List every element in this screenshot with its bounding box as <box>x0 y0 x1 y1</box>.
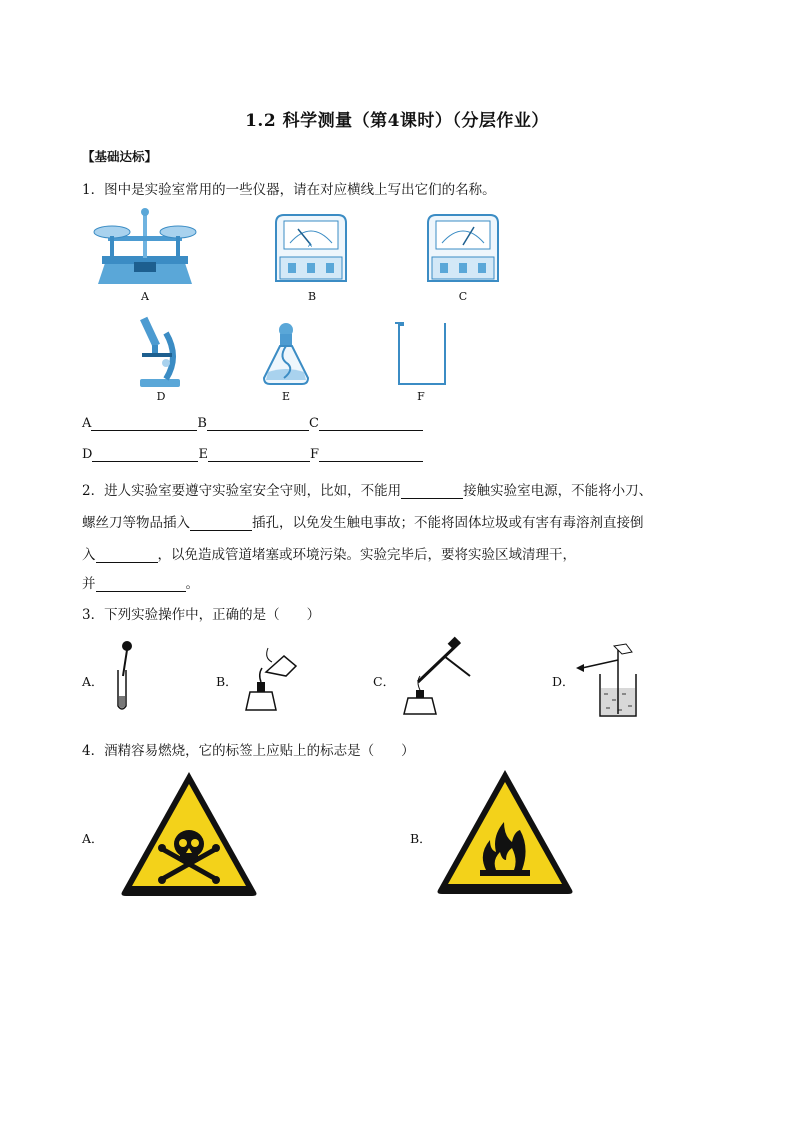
question-2-line-2 <box>82 511 644 531</box>
question-3-text: 3．下列实验操作中，正确的是（ ） <box>82 607 321 623</box>
label-b: B <box>197 416 207 431</box>
caption-f: F <box>417 390 425 403</box>
label-d: D <box>82 447 93 462</box>
ammeter-letter: A <box>308 242 313 249</box>
question-1-text: 1．图中是实验室常用的一些仪器，请在对应横线上写出它们的名称。 <box>82 182 496 198</box>
blank-b[interactable] <box>207 416 309 431</box>
flammable-warning-sign-icon <box>434 766 576 896</box>
page-title: 1.2 科学测量（第4课时）（分层作业） <box>245 111 549 131</box>
q4-option-a-label[interactable]: A． <box>82 831 104 846</box>
blank-c[interactable] <box>319 416 423 431</box>
q2-text-4b: 。 <box>185 576 199 592</box>
microscope-image <box>136 313 186 389</box>
label-a: A <box>82 416 92 431</box>
q2-blank-2[interactable] <box>190 516 252 531</box>
q2-text-3b: ，以免造成管道堵塞或环境污染。实验完毕后，要将实验区域清理干， <box>157 547 576 563</box>
label-f: F <box>309 447 319 462</box>
q2-text-1a: 2．进人实验室要遵守实验室安全守则，比如，不能用 <box>82 483 402 499</box>
q2-text-4a: 并 <box>82 576 96 592</box>
q3-option-d-label[interactable]: D． <box>552 674 575 689</box>
q2-text-2b: 插孔，以免发生触电事故；不能将固体垃圾或有害有毒溶剂直接倒 <box>252 515 644 531</box>
toxic-warning-sign-icon <box>118 768 260 898</box>
section-heading: 【基础达标】 <box>82 149 158 164</box>
caption-d: D <box>156 390 166 403</box>
label-c: C <box>308 416 319 431</box>
q2-blank-4[interactable] <box>96 577 186 592</box>
question-2-line-3 <box>82 543 576 563</box>
q2-text-3a: 入 <box>82 547 96 563</box>
q2-text-2a: 螺丝刀等物品插入 <box>82 515 190 531</box>
ammeter-image <box>272 213 350 283</box>
answer-row-1 <box>82 416 423 431</box>
label-e: E <box>198 447 208 462</box>
blank-d[interactable] <box>92 447 198 462</box>
question-2-line-1 <box>82 479 652 499</box>
caption-c: C <box>458 290 468 303</box>
q3-option-c-label[interactable]: C． <box>373 674 396 689</box>
heating-tube-image <box>398 636 476 716</box>
caption-b: B <box>307 290 317 303</box>
dropper-into-tube-image <box>110 640 140 712</box>
q2-text-1b: 接触实验室电源，不能将小刀、 <box>463 483 653 499</box>
blank-f[interactable] <box>319 447 423 462</box>
answer-row-2 <box>82 447 423 462</box>
lamp-lighting-lamp-image <box>236 642 300 712</box>
q3-option-a-label[interactable]: A． <box>82 674 104 689</box>
blank-a[interactable] <box>91 416 197 431</box>
beaker-image <box>393 320 453 388</box>
question-4-text: 4．酒精容易燃烧，它的标签上应贴上的标志是（ ） <box>82 743 415 759</box>
stirring-beaker-image <box>574 642 644 718</box>
blank-e[interactable] <box>208 447 310 462</box>
q4-option-b-label[interactable]: B． <box>410 831 432 846</box>
q2-blank-1[interactable] <box>401 484 463 499</box>
q2-blank-3[interactable] <box>96 548 158 563</box>
question-2-line-4 <box>82 572 199 592</box>
voltmeter-image <box>424 213 502 283</box>
caption-a: A <box>141 290 149 303</box>
balance-scale-image <box>90 206 200 286</box>
alcohol-lamp-image <box>258 322 314 388</box>
caption-e: E <box>281 390 291 403</box>
q3-option-b-label[interactable]: B． <box>216 674 238 689</box>
